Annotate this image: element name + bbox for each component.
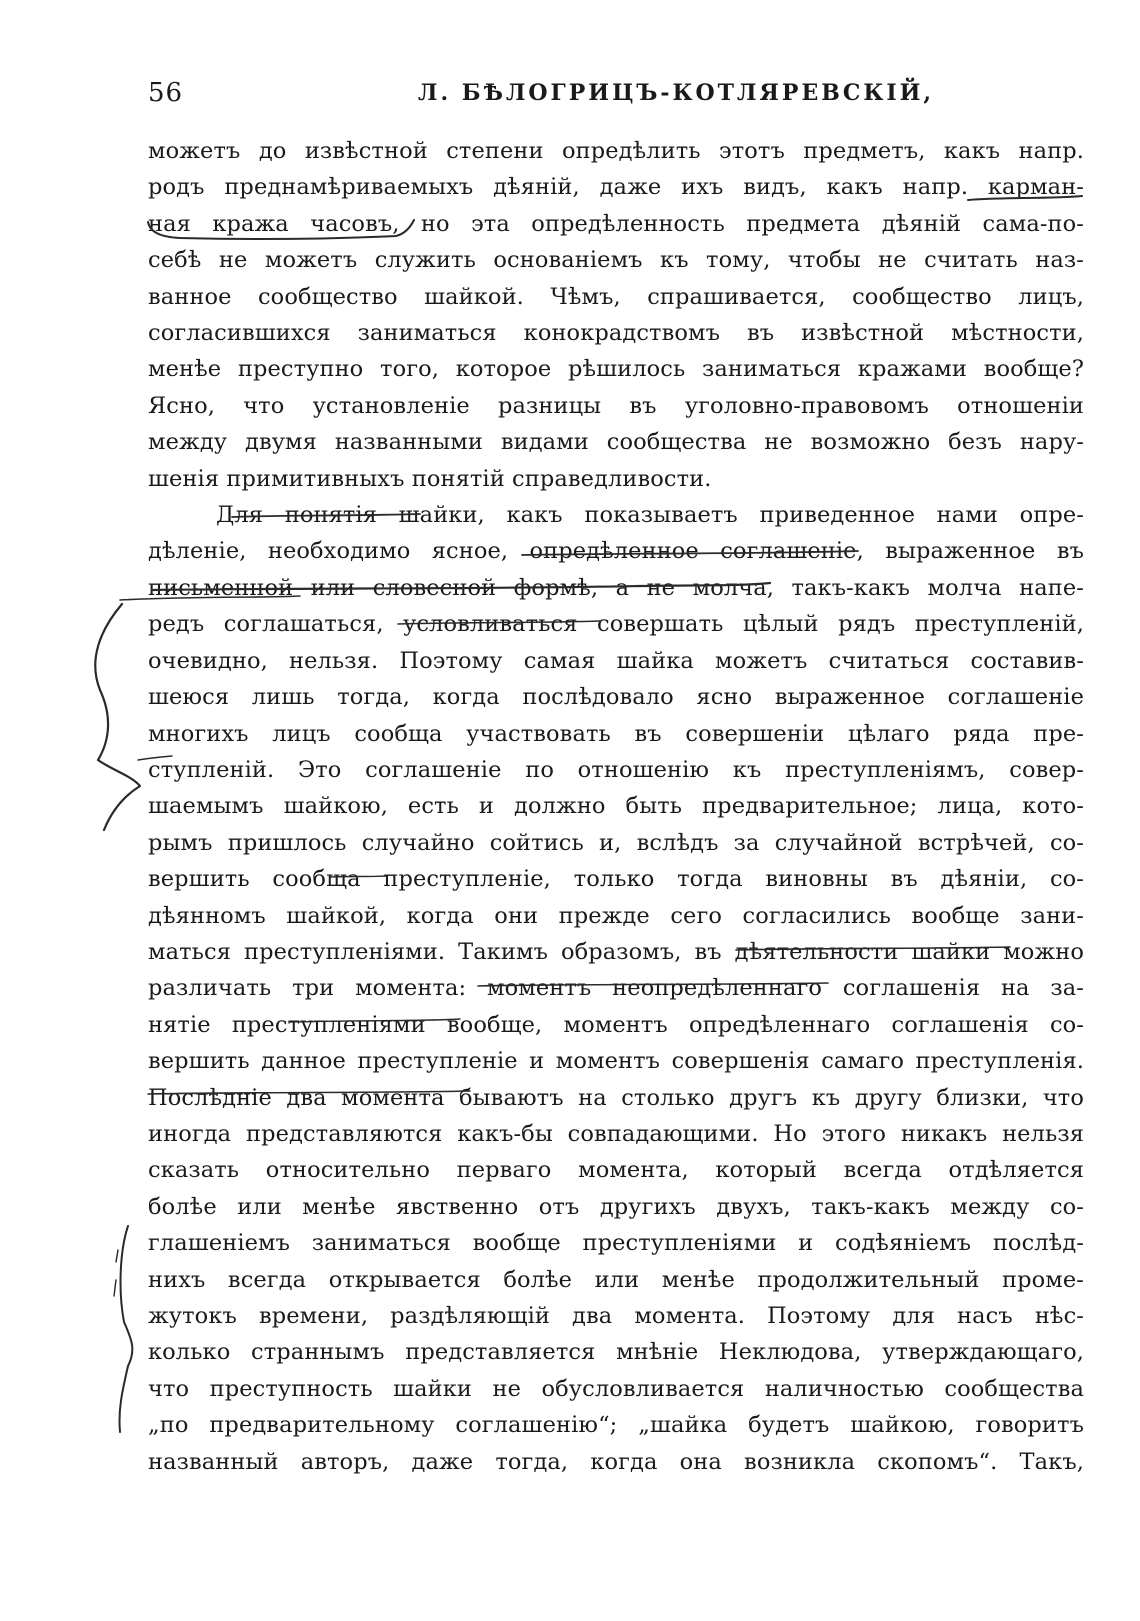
- text-line: „по предварительному соглашенію“; „шайка будетъ шайкою, говоритъ: [148, 1412, 1084, 1439]
- text-line: что преступность шайки не обусловливается наличностью сообщества: [148, 1375, 1084, 1402]
- text-line: Для понятія шайки, какъ показываетъ приведенное нами опре-: [216, 502, 1084, 529]
- text-line: родъ преднамѣриваемыхъ дѣяній, даже ихъ видъ, какъ напр. карман-: [148, 174, 1084, 201]
- text-line: рымъ пришлось случайно сойтись и, вслѣдъ за случайной встрѣчей, со-: [148, 829, 1084, 856]
- pencil-margin-mark: [114, 1280, 116, 1296]
- text-line: нихъ всегда открывается болѣе или менѣе продолжительный проме-: [148, 1266, 1084, 1293]
- text-line: колько страннымъ представляется мнѣніе Неклюдова, утверждающаго,: [148, 1339, 1084, 1366]
- text-line: маться преступленіями. Такимъ образомъ, въ дѣятельности шайки можно: [148, 938, 1084, 965]
- text-line: Послѣдніе два момента бываютъ на столько другъ къ другу близки, что: [148, 1084, 1084, 1111]
- text-line: вершить сообща преступленіе, только тогда виновны въ дѣяніи, со-: [148, 866, 1084, 893]
- text-line: менѣе преступно того, которое рѣшилось заниматься кражами вообще?: [148, 356, 1084, 383]
- text-line: болѣе или менѣе явственно отъ другихъ двухъ, такъ-какъ между со-: [148, 1193, 1084, 1220]
- text-line: глашеніемъ заниматься вообще преступленіями и содѣяніемъ послѣд-: [148, 1230, 1084, 1257]
- text-line: различать три момента: моментъ неопредѣленнаго соглашенія на за-: [148, 975, 1084, 1002]
- text-line: дѣянномъ шайкой, когда они прежде сего согласились вообще зани-: [148, 902, 1084, 929]
- text-line: ванное сообщество шайкой. Чѣмъ, спрашивается, сообщество лицъ,: [148, 283, 1084, 310]
- paragraph-1: [148, 133, 1084, 497]
- running-head: Л. БѢЛОГРИЦЪ-КОТЛЯРЕВСКІЙ,: [418, 80, 935, 106]
- text-line: названный авторъ, даже тогда, когда она возникла скопомъ“. Такъ,: [148, 1448, 1084, 1475]
- text-line: себѣ не можетъ служить основаніемъ къ тому, чтобы не считать наз-: [148, 247, 1084, 274]
- text-line: шенія примитивныхъ понятій справедливости.: [148, 465, 712, 492]
- text-line: ступленій. Это соглашеніе по отношенію къ преступленіямъ, совер-: [148, 756, 1084, 783]
- text-line: иногда представляются какъ-бы совпадающими. Но этого никакъ нельзя: [148, 1120, 1084, 1147]
- text-line: можетъ до извѣстной степени опредѣлить этотъ предметъ, какъ напр.: [148, 138, 1084, 164]
- text-line: сказать относительно перваго момента, который всегда отдѣляется: [148, 1157, 1084, 1184]
- text-line: шаемымъ шайкою, есть и должно быть предварительное; лица, кото-: [148, 793, 1084, 820]
- text-line: письменной или словесной формѣ, а не молча, такъ-какъ молча напе-: [148, 574, 1084, 601]
- pencil-margin-mark: [116, 1250, 118, 1262]
- text-line: очевидно, нельзя. Поэтому самая шайка можетъ считаться составив-: [148, 647, 1084, 674]
- text-line: жутокъ времени, раздѣляющій два момента. Поэтому для насъ нѣс-: [148, 1303, 1084, 1329]
- text-line: Ясно, что установленіе разницы въ уголовно-правовомъ отношеніи: [148, 392, 1084, 419]
- text-line: редъ соглашаться, условливаться совершать цѣлый рядъ преступленій,: [148, 611, 1084, 638]
- text-line: нятіе преступленіями вообще, моментъ опредѣленнаго соглашенія со-: [148, 1011, 1084, 1038]
- text-line: шеюся лишь тогда, когда послѣдовало ясно выраженное соглашеніе: [148, 684, 1084, 711]
- page-header: [148, 78, 1092, 118]
- text-line: дѣленіе, необходимо ясное, опредѣленное соглашеніе, выраженное въ: [148, 538, 1084, 565]
- text-line: согласившихся заниматься конокрадствомъ въ извѣстной мѣстности,: [148, 320, 1084, 347]
- body-text: [148, 133, 1084, 1480]
- pencil-margin-bracket: [119, 1226, 132, 1432]
- paragraph-2: [148, 497, 1084, 1480]
- text-line: вершить данное преступленіе и моментъ совершенія самаго преступленія.: [148, 1048, 1084, 1075]
- text-line: ная кража часовъ, но эта опредѣленность предмета дѣяній сама-по-: [148, 210, 1084, 237]
- pencil-margin-brace: [95, 604, 140, 830]
- text-line: многихъ лицъ сообща участвовать въ совершеніи цѣлаго ряда пре-: [148, 720, 1084, 747]
- text-line: между двумя названными видами сообщества не возможно безъ нару-: [148, 429, 1084, 456]
- page-number: 56: [148, 78, 184, 108]
